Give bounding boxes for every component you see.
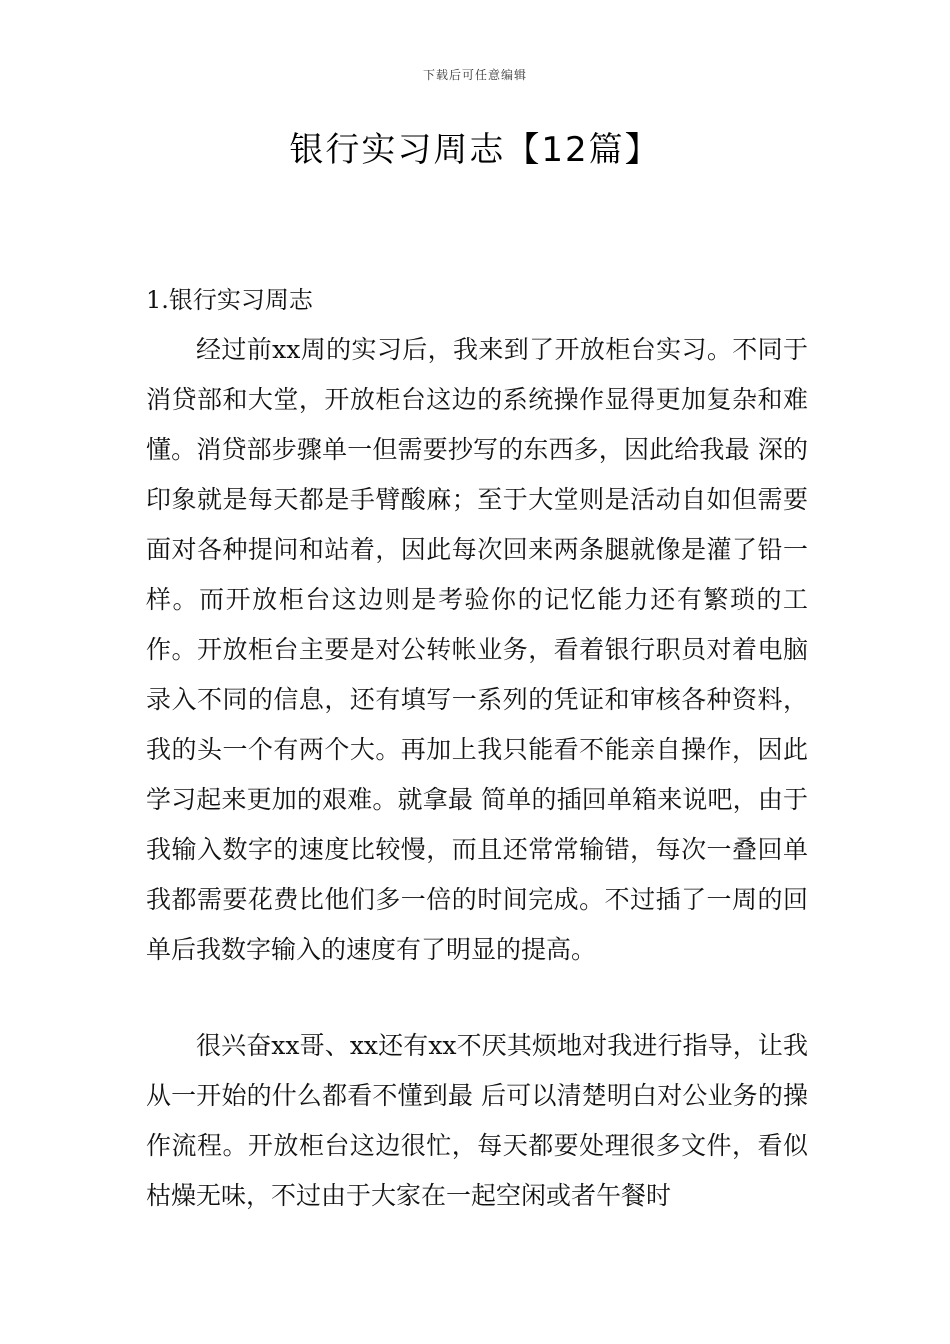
body-paragraph-block-1	[146, 325, 808, 975]
document-title: 银行实习周志【12篇】	[289, 130, 661, 170]
header-note: 下载后可任意编辑	[422, 68, 527, 82]
body-paragraph-block-2	[146, 1021, 808, 1221]
body-paragraph: 很兴奋xx哥、xx还有xx不厌其烦地对我进行指导，让我从一开始的什么都看不懂到最 后可以清楚明白对公业务的操作流程。开放柜台这边很忙，每天都要处理很多文件，看似枯燥无味，不过由于大家在一起空闲或者午餐时	[146, 1031, 808, 1210]
body-paragraph: 经过前xx周的实习后，我来到了开放柜台实习。不同于消贷部和大堂，开放柜台这边的系统操作显得更加复杂和难懂。消贷部步骤单一但需要抄写的东西多，因此给我最 深的印象就是每天都是手臂酸麻；至于大堂则是活动自如但需要面对各种提问和站着，因此每次回来两条腿就像是灌了铅一样。而开放柜台这边则是考验你的记忆能力还有繁琐的工作。开放柜台主要是对公转帐业务，看着银行职员对着电脑录入不同的信息，还有填写一系列的凭证和审核各种资料，我的头一个有两个大。再加上我只能看不能亲自操作，因此学习起来更加的艰难。就拿最 简单的插回单箱来说吧，由于我输入数字的速度比较慢，而且还常常输错，每次一叠回单我都需要花费比他们多一倍的时间完成。不过插了一周的回单后我数字输入的速度有了明显的提高。	[146, 335, 808, 964]
section-heading: 1.银行实习周志	[146, 286, 313, 314]
